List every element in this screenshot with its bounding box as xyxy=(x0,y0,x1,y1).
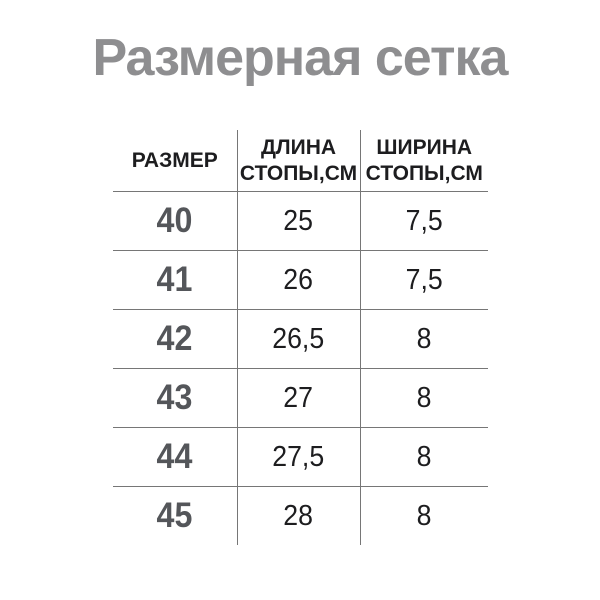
page-title: Размерная сетка xyxy=(92,29,508,87)
width-value: 8 xyxy=(416,440,432,473)
length-cell xyxy=(237,310,360,369)
table-row xyxy=(113,192,488,251)
table-row xyxy=(113,487,488,546)
size-value: 42 xyxy=(156,319,193,358)
header-cell-size xyxy=(113,130,237,192)
size-cell xyxy=(113,487,237,546)
header-row xyxy=(113,130,488,192)
size-cell xyxy=(113,428,237,487)
size-value: 43 xyxy=(156,378,193,417)
table-row xyxy=(113,369,488,428)
size-cell xyxy=(113,251,237,310)
width-cell xyxy=(360,310,488,369)
length-value: 27,5 xyxy=(272,440,325,473)
width-value: 8 xyxy=(416,322,432,355)
size-table-header xyxy=(113,130,488,192)
width-cell xyxy=(360,251,488,310)
table-row xyxy=(113,310,488,369)
table-row xyxy=(113,428,488,487)
width-cell xyxy=(360,192,488,251)
width-cell xyxy=(360,369,488,428)
header-cell-length xyxy=(237,130,360,192)
header-label: СТОПЫ,СМ xyxy=(239,161,358,185)
width-value: 8 xyxy=(416,499,432,532)
size-value: 44 xyxy=(156,437,193,476)
size-value: 41 xyxy=(156,260,193,299)
width-cell xyxy=(360,428,488,487)
length-value: 25 xyxy=(283,204,314,237)
header-label: ШИРИНА xyxy=(376,135,473,159)
length-cell xyxy=(237,369,360,428)
length-value: 28 xyxy=(283,499,314,532)
header-label: РАЗМЕР xyxy=(131,148,218,172)
width-value: 8 xyxy=(416,381,432,414)
length-cell xyxy=(237,428,360,487)
length-value: 27 xyxy=(283,381,314,414)
size-value: 45 xyxy=(156,496,193,535)
length-cell xyxy=(237,487,360,546)
width-value: 7,5 xyxy=(405,204,443,237)
size-value: 40 xyxy=(156,201,193,240)
length-value: 26 xyxy=(283,263,314,296)
table-row xyxy=(113,251,488,310)
width-cell xyxy=(360,487,488,546)
size-table xyxy=(113,130,488,545)
header-label: ДЛИНА xyxy=(260,135,337,159)
width-value: 7,5 xyxy=(405,263,443,296)
size-table-body xyxy=(113,192,488,546)
header-cell-width xyxy=(360,130,488,192)
header-label: СТОПЫ,СМ xyxy=(365,161,483,185)
size-cell xyxy=(113,310,237,369)
size-cell xyxy=(113,192,237,251)
length-cell xyxy=(237,251,360,310)
size-cell xyxy=(113,369,237,428)
length-cell xyxy=(237,192,360,251)
length-value: 26,5 xyxy=(272,322,325,355)
